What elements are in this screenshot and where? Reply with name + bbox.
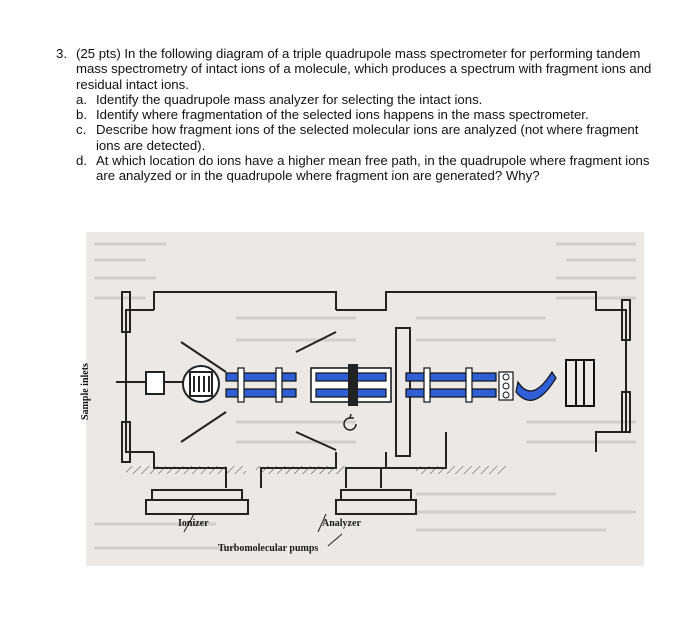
question-part-a (76, 92, 666, 107)
question-part-d (76, 153, 666, 184)
triple-quadrupole-diagram (86, 232, 644, 566)
part-letter: d. (76, 153, 87, 169)
part-letter: b. (76, 107, 87, 123)
question-part-c (76, 122, 666, 153)
question-stem (56, 46, 666, 92)
ionizer-label: Ionizer (178, 518, 209, 529)
part-text: At which location do ions have a higher mean free path, in the quadrupole where fragment ions are analyzed or in the quadrupole where fragment ion are generated? Why? (96, 153, 650, 184)
question-block (56, 46, 666, 184)
quadrupole-q2-collision-cell (311, 364, 391, 406)
part-text: Identify the quadrupole mass analyzer for selecting the intact ions. (96, 91, 483, 107)
sample-inlets-label: Sample inlets (80, 363, 91, 420)
question-text: (25 pts) In the following diagram of a triple quadrupole mass spectrometer for performing tandem mass spectrometry of intact ions of a molecule, which produces a spectrum with fragment ions and residual intact ions. (76, 46, 652, 92)
part-letter: c. (76, 122, 87, 138)
part-letter: a. (76, 91, 87, 107)
base-hatching (126, 466, 506, 474)
question-number: 3. (56, 46, 67, 61)
analyzer-label: Analyzer (322, 518, 361, 529)
part-text: Identify where fragmentation of the selected ions happens in the mass spectrometer. (96, 107, 589, 123)
ionizer-source (183, 366, 219, 402)
question-part-b (76, 107, 666, 122)
turbomolecular-pumps-label: Turbomolecular pumps (218, 543, 319, 554)
part-text: Describe how fragment ions of the selected molecular ions are analyzed (not where fragment ions are detected). (96, 122, 639, 153)
